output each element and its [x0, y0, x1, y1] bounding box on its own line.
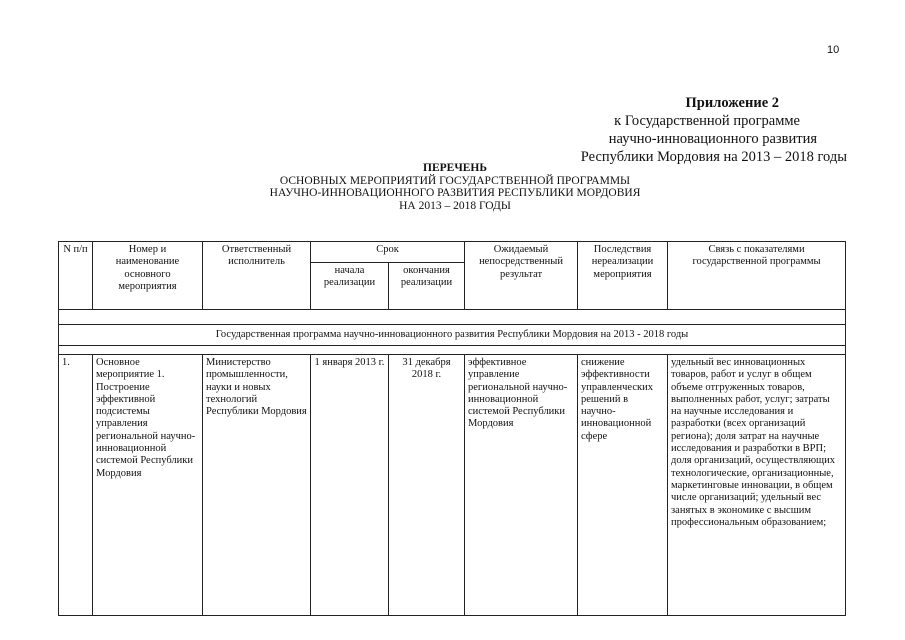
header-consequences: Последствия нереализации мероприятия [578, 242, 668, 310]
header-name: Номер и наименование основного мероприятия [93, 242, 203, 310]
activities-table [58, 241, 846, 616]
header-result: Ожидаемый непосредственный результат [465, 242, 578, 310]
cell-end: 31 декабря 2018 г. [389, 355, 465, 616]
cell-consequences: снижение эффективности управленческих решений в научно-инновационной сфере [578, 355, 668, 616]
list-header [220, 162, 690, 212]
cell-name: Основное мероприятие 1. Построение эффективной подсистемы управления региональной научно-инновационной системой Республики Мордовия [93, 355, 203, 616]
table-spacer-row [59, 346, 846, 355]
appendix-line-2: научно-инновационного развития [608, 131, 817, 147]
appendix-line-3: Республики Мордовия на 2013 – 2018 годы [580, 149, 847, 165]
header-term: Срок [311, 242, 465, 263]
list-subtitle-1: ОСНОВНЫХ МЕРОПРИЯТИЙ ГОСУДАРСТВЕННОЙ ПРОГРАММЫ [279, 174, 631, 187]
header-num: N п/п [59, 242, 93, 310]
appendix-line-1: к Государственной программе [614, 113, 800, 129]
appendix-title: Приложение 2 [685, 95, 779, 111]
page-number: 10 [827, 44, 840, 56]
header-link: Связь с показателями государственной программы [668, 242, 846, 310]
section-title: Государственная программа научно-инновационного развития Республики Мордовия на 2013 - 2018 годы [59, 325, 846, 346]
spacer-cell [59, 346, 846, 355]
gap-cell [59, 310, 846, 325]
cell-start: 1 января 2013 г. [311, 355, 389, 616]
table-header-row [59, 242, 846, 263]
table-gap-row [59, 310, 846, 325]
cell-result: эффективное управление региональной научно-инновационной системой Республики Мордовия [465, 355, 578, 616]
list-subtitle-3: НА 2013 – 2018 ГОДЫ [399, 199, 511, 212]
table-section-row [59, 325, 846, 346]
cell-link: удельный вес инновационных товаров, работ и услуг в общем объеме отгруженных товаров, выполненных работ, услуг; затраты на научные исследования и разработки (всех организаций региона); доля затрат на научные исследования и разработки в ВРП; доля организаций, осуществляющих технологические, организационные, маркетинговые инновации, в общем числе организаций; удельный вес занятых в экономике с высшим профессиональным образованием; [668, 355, 846, 616]
cell-executor: Министерство промышленности, науки и новых технологий Республики Мордовия [203, 355, 311, 616]
cell-num: 1. [59, 355, 93, 616]
list-subtitle-2: НАУЧНО-ИННОВАЦИОННОГО РАЗВИТИЯ РЕСПУБЛИКИ МОРДОВИЯ [269, 187, 641, 199]
header-term-start: начала реализации [311, 263, 389, 310]
header-term-end: окончания реализации [389, 263, 465, 310]
list-title: ПЕРЕЧЕНЬ [423, 162, 487, 174]
appendix-block [527, 94, 847, 166]
table-row [59, 355, 846, 616]
header-executor: Ответственный исполнитель [203, 242, 311, 310]
